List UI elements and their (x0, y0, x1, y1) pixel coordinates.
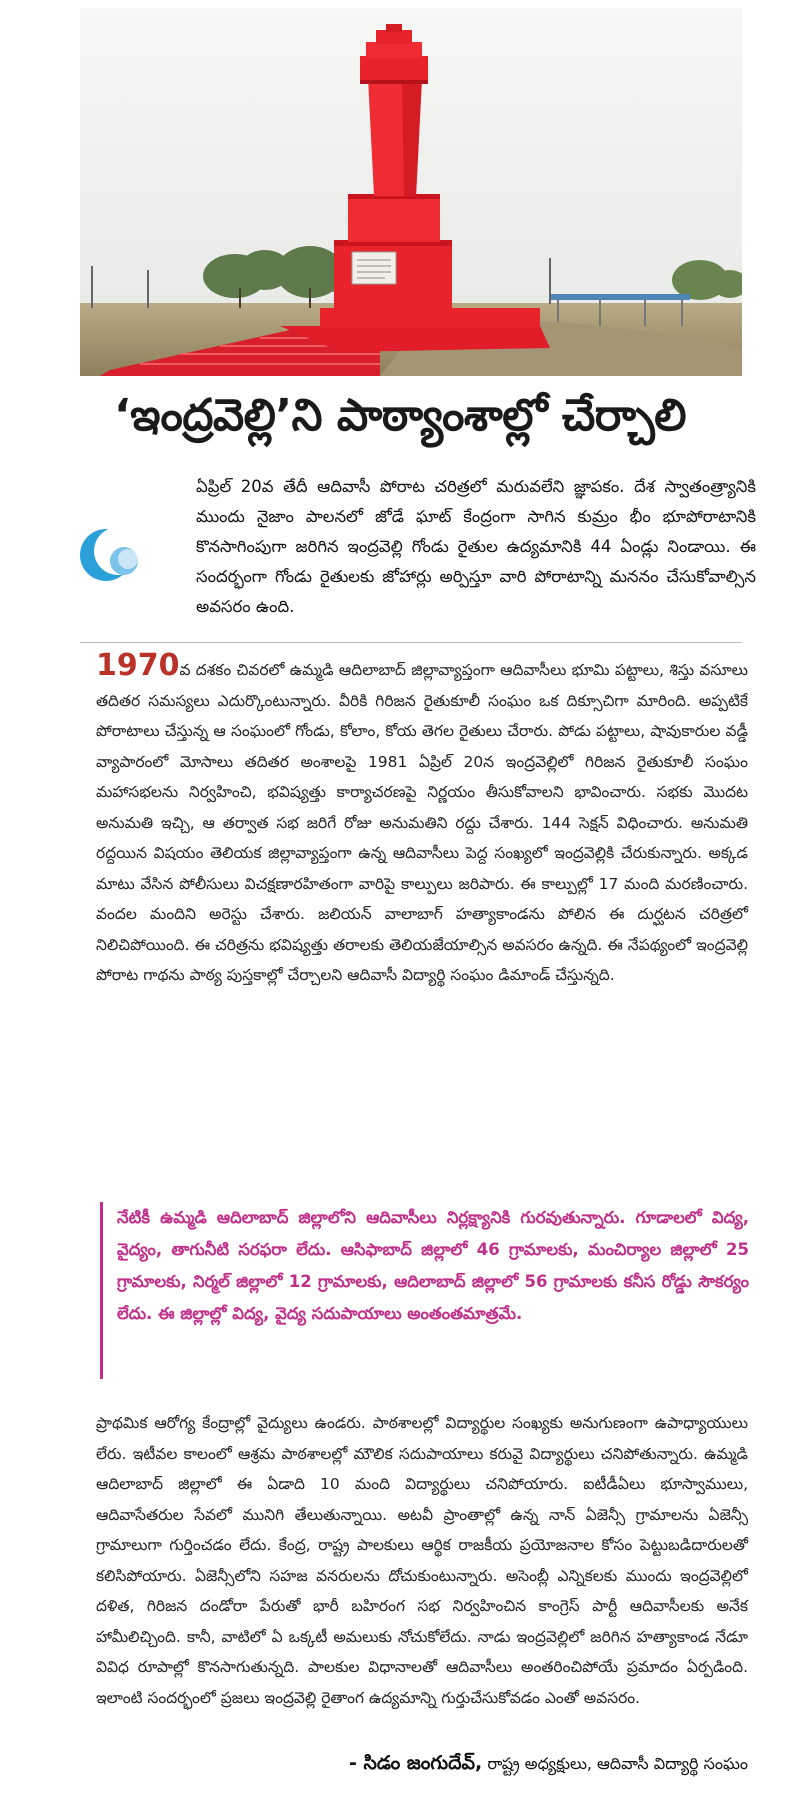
signature (349, 1752, 748, 1779)
divider (80, 642, 742, 643)
pull-quote-text: నేటికీ ఉమ్మడి ఆదిలాబాద్ జిల్లాలోని ఆదివాసీలు నిర్లక్ష్యానికి గురవుతున్నారు. గూడాలలో విద్య, వైద్యం, తాగునీటి సరఫరా లేదు. ఆసిఫాబాద్ జిల్లాలో 46 గ్రామాలకు, మంచిర్యాల జిల్లాలో 25 గ్రామాలకు, నిర్మల్ జిల్లాలో 12 గ్రామాలకు, ఆదిలాబాద్ జిల్లాలో 56 గ్రామాలకు కనీస రోడ్డు సౌకర్యం లేదు. ఈ జిల్లాల్లో విద్య, వైద్య సదుపాయాలు అంతంతమాత్రమే. (117, 1208, 749, 1323)
intro-paragraph: ఏప్రిల్ 20వ తేదీ ఆదివాసీ పోరాట చరిత్రలో మరువలేని జ్ఞాపకం. దేశ స్వాతంత్ర్యానికి ముందు నైజాం పాలనలో జోడే ఘాట్ కేంద్రంగా సాగిన కుమ్రం భీం భూపోరాటానికి కొనసాగింపుగా జరిగిన ఇంద్రవెల్లి గోండు రైతుల ఉద్యమానికి 44 ఏండ్లు నిండాయి. ఈ సందర్భంగా గోండు రైతులకు జోహార్లు అర్పిస్తూ వారి పోరాటాన్ని మననం చేసుకోవాల్సిన అవసరం ఉంది. (196, 477, 756, 616)
author-name: - సిడం జంగుదేవ్, (349, 1752, 483, 1774)
pull-quote (100, 1202, 749, 1379)
headline: ‘ఇంద్రవెల్లి’ని పాఠ్యాంశాల్లో చేర్చాలి (113, 390, 686, 441)
body-paragraph-1 (96, 648, 748, 991)
bubble-icon (76, 515, 148, 587)
dropcap-year: 1970 (96, 648, 180, 683)
memorial-photo (80, 8, 742, 376)
author-role: రాష్ట్ర అధ్యక్షులు, ఆదివాసీ విద్యార్థి సంఘం (487, 1754, 748, 1773)
body-paragraph-2: ప్రాథమిక ఆరోగ్య కేంద్రాల్లో వైద్యులు ఉండరు. పాఠశాలల్లో విద్యార్థుల సంఖ్యకు అనుగుణంగా ఉపాధ్యాయులు లేరు. ఇటీవల కాలంలో ఆశ్రమ పాఠశాలల్లో మౌలిక సదుపాయాలు కరువై విద్యార్థులు చనిపోతున్నారు. ఉమ్మడి ఆదిలాబాద్ జిల్లాలో ఈ ఏడాది 10 మంది విద్యార్థులు చనిపోయారు. ఐటీడీఏలు భూస్వాములు, ఆదివాసేతరుల సేవలో మునిగి తేలుతున్నాయి. అటవీ ప్రాంతాల్లో ఉన్న నాన్ ఏజెన్సీ గ్రామాలను ఏజెన్సీ గ్రామాలుగా గుర్తించడం లేదు. కేంద్ర, రాష్ట్ర పాలకులు ఆర్థిక రాజకీయ ప్రయోజనాల కోసం పెట్టుబడిదారులతో కలిసిపోయారు. ఏజెన్సీలోని సహజ వనరులను దోచుకుంటున్నారు. అసెంబ్లీ ఎన్నికలకు ముందు ఇంద్రవెల్లిలో దళిత, గిరిజన దండోరా పేరుతో భారీ బహిరంగ సభ నిర్వహించిన కాంగ్రెస్ పార్టీ ఆదివాసీలకు అనేక హామీలిచ్చింది. కానీ, వాటిలో ఏ ఒక్కటీ అమలుకు నోచుకోలేదు. నాడు ఇంద్రవెల్లిలో జరిగిన హత్యాకాండ నేడూ వివిధ రూపాల్లో కొనసాగుతున్నది. పాలకుల విధానాలతో ఆదివాసీలు అంతరించిపోయే ప్రమాదం ఏర్పడింది. ఇలాంటి సందర్భంలో ప్రజలు ఇంద్రవెల్లి రైతాంగ ఉద్యమాన్ని గుర్తుచేసుకోవడం ఎంతో అవసరం. (96, 1414, 748, 1707)
body-text-1: వ దశకం చివరలో ఉమ్మడి ఆదిలాబాద్ జిల్లావ్యాప్తంగా ఆదివాసీలు భూమి పట్టాలు, శిస్తు వసూలు తదితర సమస్యలు ఎదుర్కొంటున్నారు. వీరికి గిరిజన రైతుకూలీ సంఘం ఒక దిక్సూచిగా మారింది. అప్పటికే పోరాటాలు చేస్తున్న ఆ సంఘంలో గోండు, కోలాం, కోయ తెగల రైతులు చేరారు. పోడు పట్టాలు, షావుకారుల వడ్డీ వ్యాపారంలో మోసాలు తదితర అంశాలపై 1981 ఏప్రిల్ 20న ఇంద్రవెల్లిలో గిరిజన రైతుకూలీ సంఘం మహాసభలను నిర్వహించి, భవిష్యత్తు కార్యాచరణపై నిర్ణయం తీసుకోవాలని భావించారు. సభకు మొదట అనుమతి ఇచ్చి, ఆ తర్వాత సభ జరిగే రోజు అనుమతిని రద్దు చేశారు. 144 సెక్షన్ విధించారు. అనుమతి రద్దయిన విషయం తెలియక జిల్లావ్యాప్తంగా ఉన్న ఆదివాసీలు పెద్ద సంఖ్యలో ఇంద్రవెల్లికి చేరుకున్నారు. అక్కడ మాటు వేసిన పోలీసులు విచక్షణారహితంగా వారిపై కాల్పులు జరిపారు. ఈ కాల్పుల్లో 17 మంది మరణించారు. వందల మందిని అరెస్టు చేశారు. జలియన్ వాలాబాగ్ హత్యాకాండను పోలిన ఈ దుర్ఘటన చరిత్రలో నిలిచిపోయింది. ఈ చరిత్రను భవిష్యత్తు తరాలకు తెలియజేయాల్సిన అవసరం ఉన్నది. ఈ నేపథ్యంలో ఇంద్రవెల్లి పోరాట గాథను పాఠ్య పుస్తకాల్లో చేర్చాలని ఆదివాసీ విద్యార్థి సంఘం డిమాండ్ చేస్తున్నది. (96, 661, 748, 984)
